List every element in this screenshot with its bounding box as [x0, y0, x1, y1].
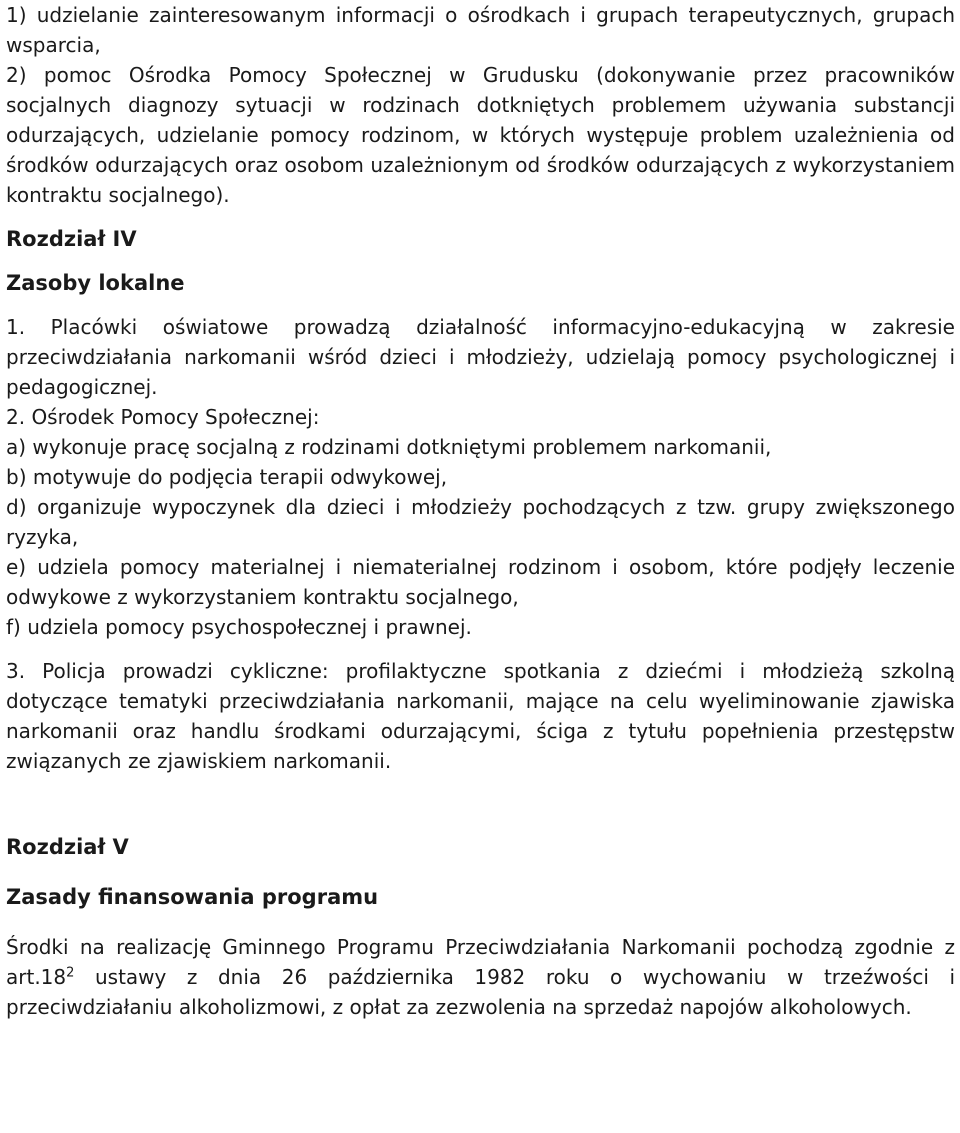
paragraph-ops: 2. Ośrodek Pomocy Społecznej:: [6, 405, 320, 429]
article-superscript: 2: [66, 965, 75, 981]
list-item-f: f) udziela pomocy psychospołecznej i prawnej.: [6, 615, 472, 639]
paragraph-policja: 3. Policja prowadzi cykliczne: profilaktyczne spotkania z dziećmi i młodzieżą szkolną dotyczące tematyki przeciwdziałania narkomanii, mające na celu wyeliminowanie zjawiska narkomanii oraz handlu środkami odurzającymi, ściga z tytułu popełnienia przestępstw związanych ze zjawiskiem narkomanii.: [6, 659, 955, 773]
list-item-1: 1) udzielanie zainteresowanym informacji o ośrodkach i grupach terapeutycznych, grupach wsparcia,: [6, 3, 955, 57]
financing-text-end: ustawy z dnia 26 października 1982 roku o wychowaniu w trzeźwości i przeciwdziałaniu alkoholizmowi, z opłat za zezwolenia na sprzedaż napojów alkoholowych.: [6, 965, 955, 1019]
list-item-d: d) organizuje wypoczynek dla dzieci i młodzieży pochodzących z tzw. grupy zwiększonego ryzyka,: [6, 495, 955, 549]
spacer: [6, 298, 955, 312]
financing-text-start: Środki na realizację Gminnego Programu Przeciwdziałania Narkomanii pochodzą zgodnie z art.18: [6, 935, 955, 989]
list-item-b: b) motywuje do podjęcia terapii odwykowej,: [6, 465, 448, 489]
chapter-4-title: Zasoby lokalne: [6, 271, 185, 295]
spacer: [6, 642, 955, 656]
spacer: [6, 210, 955, 224]
chapter-5-title: Zasady finansowania programu: [6, 885, 379, 909]
document-page: [6, 0, 955, 1022]
spacer: [6, 776, 955, 832]
spacer: [6, 254, 955, 268]
paragraph-financing: [6, 932, 955, 1022]
chapter-4-heading: Rozdział IV: [6, 227, 137, 251]
list-item-2: 2) pomoc Ośrodka Pomocy Społecznej w Grudusku (dokonywanie przez pracowników socjalnych diagnozy sytuacji w rodzinach dotkniętych problemem używania substancji odurzających, udzielanie pomocy rodzinom, w których występuje problem uzależnienia od środków odurzających oraz osobom uzależnionym od środków odurzających z wykorzystaniem kontraktu socjalnego).: [6, 63, 955, 207]
paragraph-placowki: 1. Placówki oświatowe prowadzą działalność informacyjno-edukacyjną w zakresie przeciwdziałania narkomanii wśród dzieci i młodzieży, udzielają pomocy psychologicznej i pedagogicznej.: [6, 315, 955, 399]
spacer: [6, 912, 955, 932]
list-item-a: a) wykonuje pracę socjalną z rodzinami dotkniętymi problemem narkomanii,: [6, 435, 772, 459]
spacer: [6, 862, 955, 882]
list-item-e: e) udziela pomocy materialnej i niematerialnej rodzinom i osobom, które podjęły leczenie odwykowe z wykorzystaniem kontraktu socjalnego,: [6, 555, 955, 609]
chapter-5-heading: Rozdział V: [6, 835, 129, 859]
